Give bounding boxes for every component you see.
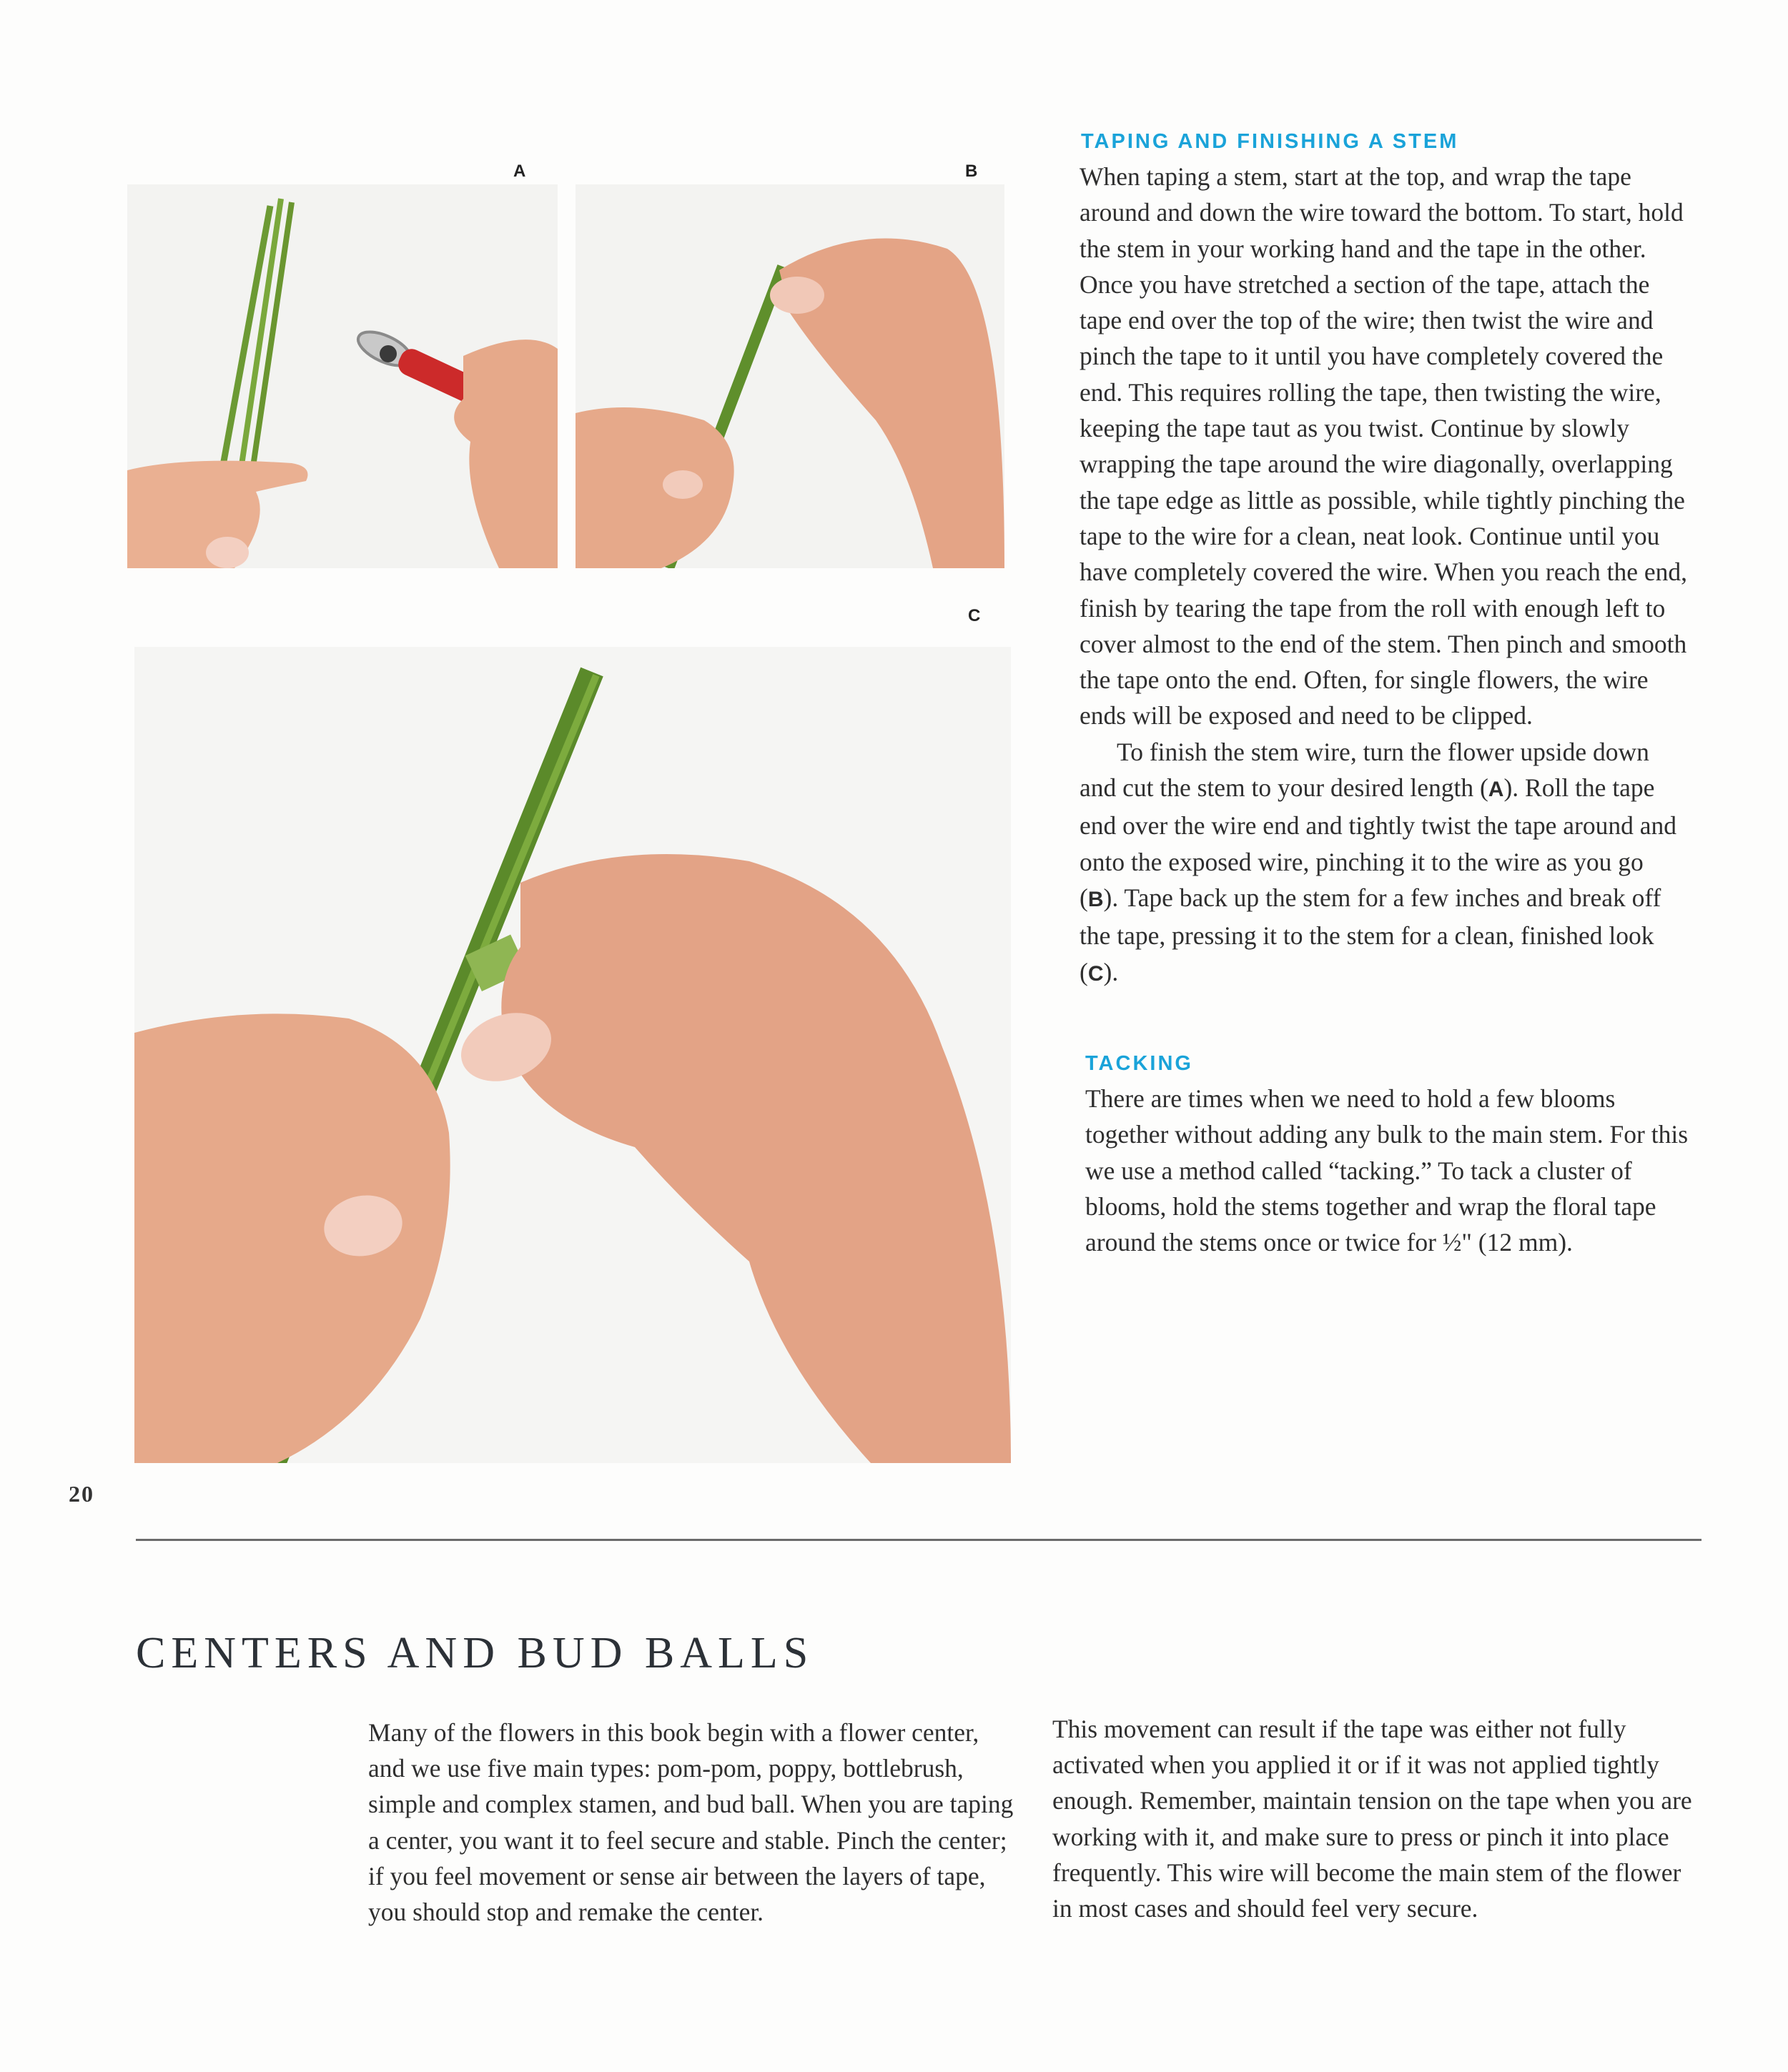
taping-paragraph-1: When taping a stem, start at the top, and wrap the tape around and down the wire toward the bottom. To start, hold the stem in your working hand and the tape in the other. Once you have stretched a section of the tape, attach the tape end over the top of the wire; then twist the wire and pinch the tape to it until you have completely covered the end. This requires rolling the tape, then twisting the wire, keeping the tape taut as you twist. Continue by slowly wrapping the tape around the wire diagonally, overlapping the tape edge as little as possible, while tightly pinching the tape to the wire for a clean, neat look. Continue until you have completely covered the wire. When you reach the end, finish by tearing the tape from the roll with enough left to cover almost to the end of the stem. Then pinch and smooth the tape onto the end. Often, for single flowers, the wire ends will be exposed and need to be clipped. xyxy=(1080,162,1687,730)
photo-a-cutting-stem xyxy=(127,184,558,568)
ref-a: A xyxy=(1488,778,1504,802)
figure-label-b: B xyxy=(965,162,978,181)
figure-label-c: C xyxy=(968,606,981,625)
tacking-body: There are times when we need to hold a few blooms together without adding any bulk to the main stem. For this we use a method called “tacking.” To tack a cluster of blooms, hold the stems together and wrap the floral tape around the stems once or twice for ½" (12 mm). xyxy=(1085,1084,1689,1257)
taping-heading: TAPING AND FINISHING A STEM xyxy=(1081,130,1459,153)
ref-c: C xyxy=(1087,961,1104,986)
tacking-heading: TACKING xyxy=(1085,1052,1193,1075)
figure-label-a: A xyxy=(513,162,526,181)
taping-body xyxy=(1080,159,1687,992)
chapter-title: CENTERS AND BUD BALLS xyxy=(136,1629,814,1677)
ref-b: B xyxy=(1087,887,1104,911)
centers-column-1: Many of the flowers in this book begin with a flower center, and we use five main types: pom-pom, poppy, bottlebrush, simple and complex stamen, and bud ball. When you are taping a center, you want it to feel secure and stable. Pinch the center; if you feel movement or sense air between the layers of tape, you should stop and remake the center. xyxy=(368,1718,1014,1927)
section-divider xyxy=(136,1539,1701,1541)
page-number: 20 xyxy=(69,1481,94,1507)
photo-c-finished-stem xyxy=(134,647,1011,1463)
taping-paragraph-2: To finish the stem wire, turn the flower upside down and cut the stem to your desired length (A). Roll the tape end over the wire end and tightly twist the tape around and onto the exposed wire, pinching it to the wire as you go (B). Tape back up the stem for a few inches and break off the tape, pressing it to the stem for a clean, finished look (C). xyxy=(1080,737,1676,986)
photo-b-twisting-tape xyxy=(576,184,1004,568)
centers-column-2: This movement can result if the tape was either not fully activated when you applied it or if it was not applied tightly enough. Remember, maintain tension on the tape when you are working with it, and make sure to press or pinch it into place frequently. This wire will become the main stem of the flower in most cases and should feel very secure. xyxy=(1052,1715,1692,1923)
